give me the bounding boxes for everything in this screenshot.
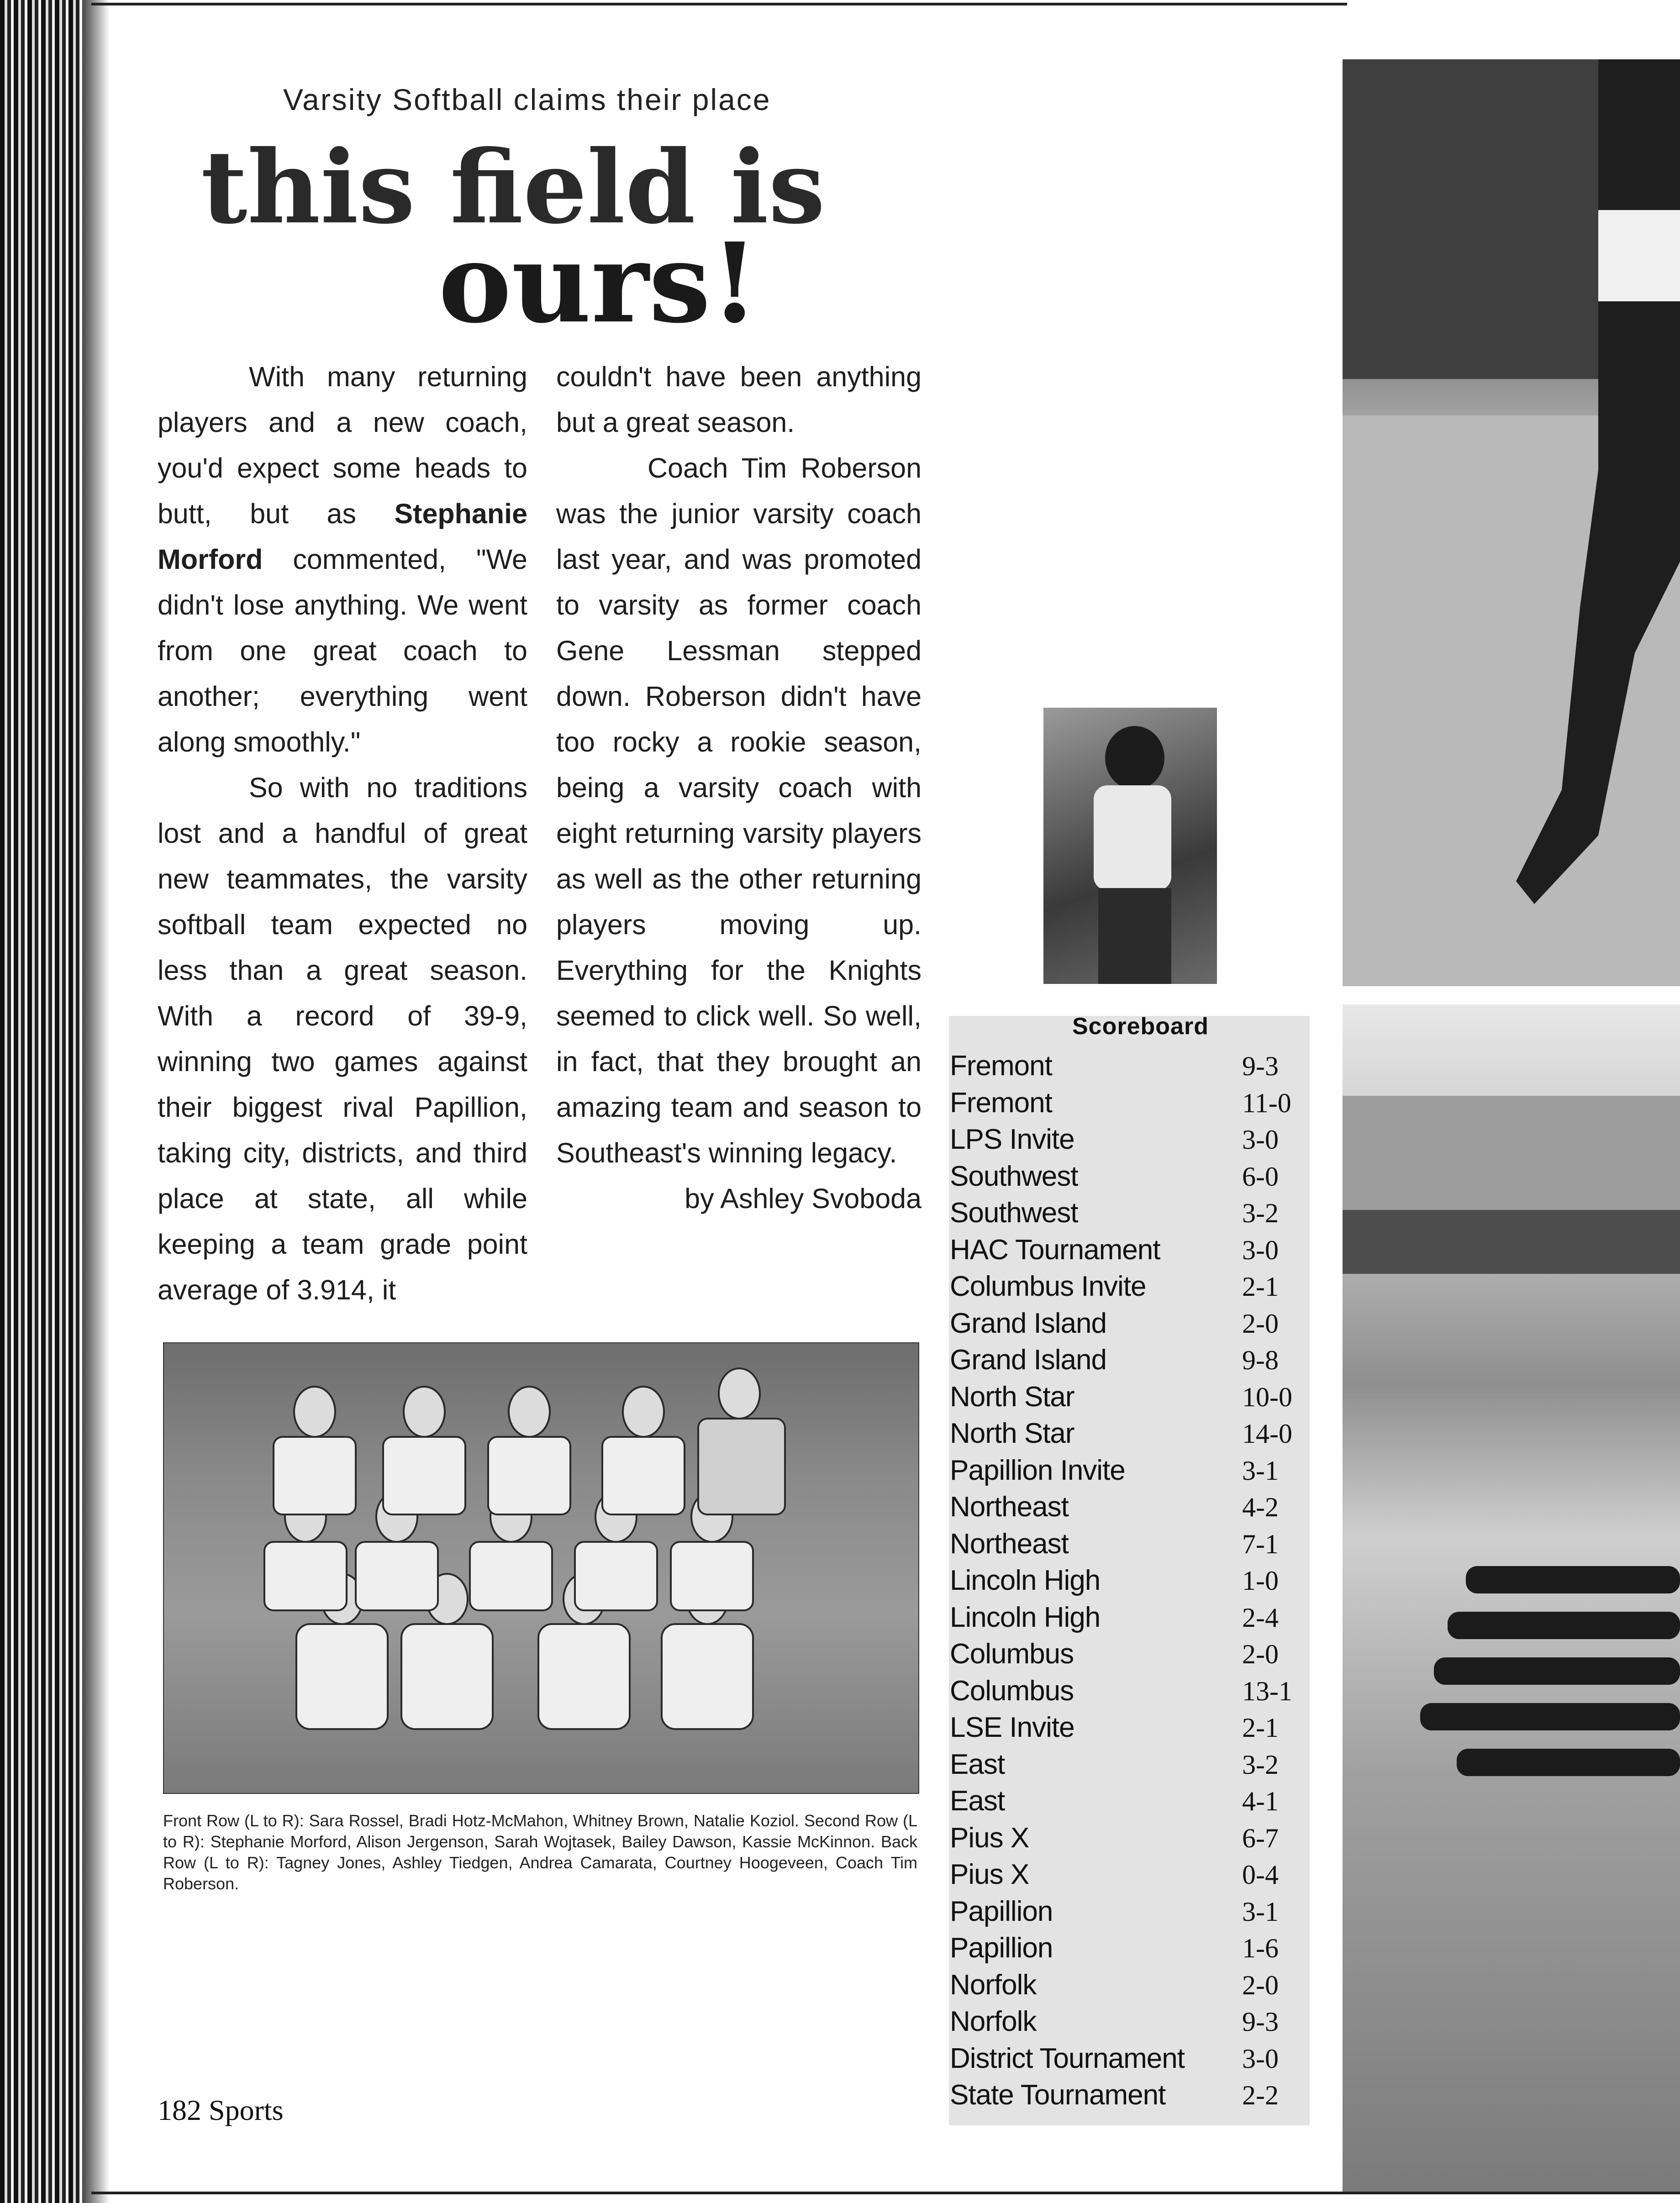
scoreboard-opponent: Papillion (950, 1932, 1053, 1964)
scoreboard-opponent: East (950, 1785, 1005, 1817)
scoreboard-score: 6-7 (1242, 1823, 1279, 1853)
article-paragraph: So with no traditions lost and a handful of great new teammates, the varsity softball team expected no less than a great season. With a record of 39-9, winning two games against their biggest rival Papillion, taking city, districts, and third place at state, all while keeping a team grade point average of 3.914, it (158, 772, 527, 1305)
players-stretching-photo (1343, 1004, 1680, 2192)
page-folio: 182 Sports (158, 2094, 284, 2126)
scoreboard-score: 0-4 (1242, 1860, 1279, 1890)
scoreboard-score: 3-0 (1242, 1125, 1279, 1155)
scoreboard-opponent: Lincoln High (950, 1565, 1101, 1596)
scoreboard-row (950, 1856, 1306, 1893)
article-column-2 (556, 354, 922, 1221)
scoreboard-opponent: Norfolk (950, 2006, 1037, 2037)
scoreboard-opponent: Pius X (950, 1859, 1029, 1890)
scoreboard-score: 9-8 (1242, 1345, 1279, 1375)
article-paragraph (158, 354, 527, 765)
scoreboard-row (950, 1636, 1306, 1672)
scoreboard-opponent: Grand Island (950, 1307, 1106, 1339)
scoreboard-row (950, 2077, 1306, 2114)
page-bottom-edge (91, 2192, 1680, 2194)
scoreboard-opponent: Papillion Invite (950, 1454, 1125, 1486)
article-text: commented, "We didn't lose anything. We went from one great coach to another; everything went along smoothly." (158, 544, 527, 757)
scoreboard-row (950, 1746, 1306, 1783)
scoreboard-opponent: Northeast (950, 1491, 1069, 1523)
scoreboard-opponent: HAC Tournament (950, 1234, 1160, 1266)
scoreboard-score: 1-6 (1242, 1933, 1279, 1963)
scoreboard-score: 2-0 (1242, 1308, 1279, 1339)
scoreboard-row (950, 2040, 1306, 2077)
page-top-edge (91, 3, 1347, 5)
scoreboard-score: 2-0 (1242, 1639, 1279, 1669)
scoreboard-score: 2-0 (1242, 1970, 1279, 2000)
scoreboard-row (950, 1379, 1306, 1415)
scoreboard-score: 1-0 (1242, 1566, 1279, 1596)
scoreboard-row (950, 1930, 1306, 1966)
scoreboard-score: 4-2 (1242, 1492, 1279, 1522)
scoreboard-title: Scoreboard (1072, 1013, 1209, 1040)
quoted-name: Stephanie Morford (158, 498, 527, 575)
scoreboard-score: 14-0 (1242, 1419, 1292, 1449)
scoreboard-score: 3-1 (1242, 1455, 1279, 1486)
scoreboard-opponent: North Star (950, 1381, 1074, 1413)
scoreboard-score: 13-1 (1242, 1676, 1292, 1706)
scoreboard-opponent: District Tournament (950, 2042, 1185, 2074)
scoreboard-score: 3-1 (1242, 1896, 1279, 1927)
scoreboard-opponent: Columbus Invite (950, 1271, 1146, 1302)
scoreboard-opponent: Southwest (950, 1197, 1078, 1229)
article-column-1 (158, 354, 527, 1313)
scoreboard-opponent: Fremont (950, 1050, 1052, 1082)
scoreboard-row (950, 2003, 1306, 2040)
scoreboard-row (950, 1415, 1306, 1452)
scoreboard-score: 3-2 (1242, 1749, 1279, 1780)
team-photo (163, 1342, 919, 1794)
scoreboard-row (950, 1085, 1306, 1121)
scoreboard-opponent: Fremont (950, 1087, 1052, 1119)
scoreboard-opponent: Southwest (950, 1160, 1078, 1192)
article-text: With many returning players and a new coach, you'd expect some heads to butt, but as (158, 361, 527, 529)
scoreboard-score: 2-1 (1242, 1713, 1279, 1743)
scoreboard-score: 3-2 (1242, 1198, 1279, 1228)
scoreboard-row (950, 1967, 1306, 2003)
scoreboard-score: 3-0 (1242, 1235, 1279, 1265)
photo-caption: Front Row (L to R): Sara Rossel, Bradi Hotz-McMahon, Whitney Brown, Natalie Koziol. Second Row (L to R): Stephanie Morford, Alison Jergenson, Sarah Wojtasek, Bailey Dawson, Kassie McKinnon. Back Row (L to R): Tagney Jones, Ashley Tiedgen, Andrea Camarata, Courtney Hoogeveen, Coach Tim Roberson. (163, 1811, 917, 1893)
scoreboard-score: 10-0 (1242, 1382, 1292, 1412)
scoreboard-opponent: Grand Island (950, 1344, 1106, 1376)
scoreboard-score: 9-3 (1242, 1051, 1279, 1081)
scoreboard-row (950, 1526, 1306, 1562)
scoreboard-opponent: Northeast (950, 1528, 1069, 1560)
article-paragraph: couldn't have been anything but a great season. (556, 361, 922, 438)
scoreboard-score: 2-2 (1242, 2080, 1279, 2110)
scoreboard-score: 4-1 (1242, 1786, 1279, 1816)
scoreboard-row (950, 1673, 1306, 1709)
article-paragraph: Coach Tim Roberson was the junior varsity coach last year, and was promoted to varsity as former coach Gene Lessman stepped down. Roberson didn't have too rocky a rookie season, being a varsity coach with eight returning varsity players as well as the other returning players moving up. Everything for the Knights seemed to click well. So well, in fact, that they brought an amazing team and season to Southeast's winning legacy. (556, 452, 922, 1168)
team-photo-figures (164, 1343, 918, 1793)
scoreboard-row (950, 1820, 1306, 1856)
scoreboard-opponent: State Tournament (950, 2079, 1166, 2111)
book-spine-edge (0, 0, 91, 2203)
scoreboard-row (950, 1562, 1306, 1599)
scoreboard-opponent: LPS Invite (950, 1124, 1074, 1155)
scoreboard-row (950, 1783, 1306, 1819)
pitcher-photo-shapes (1343, 59, 1680, 986)
byline: by Ashley Svoboda (685, 1183, 922, 1214)
scoreboard-row (950, 1232, 1306, 1268)
scoreboard-score: 11-0 (1242, 1088, 1291, 1118)
scoreboard-score: 9-3 (1242, 2007, 1279, 2037)
scoreboard-opponent: LSE Invite (950, 1712, 1074, 1743)
scoreboard-row (950, 1452, 1306, 1489)
scoreboard-score: 2-4 (1242, 1602, 1279, 1633)
scoreboard-row (950, 1599, 1306, 1636)
scoreboard-opponent: Norfolk (950, 1969, 1037, 2001)
scoreboard-opponent: Pius X (950, 1822, 1029, 1854)
batter-photo (1043, 708, 1217, 984)
scoreboard-score: 3-0 (1242, 2043, 1279, 2074)
gutter-shadow (82, 0, 110, 2203)
scoreboard-opponent: East (950, 1748, 1005, 1780)
scoreboard-score: 2-1 (1242, 1272, 1279, 1302)
headline-line-2: ours! (438, 219, 759, 347)
players-stretching-photo-shapes (1343, 1004, 1680, 2192)
scoreboard-opponent: Columbus (950, 1638, 1074, 1670)
scoreboard-row (950, 1048, 1306, 1084)
scoreboard-row (950, 1342, 1306, 1378)
headline-line-1: this field is (201, 128, 825, 246)
pitcher-photo (1343, 59, 1680, 986)
scoreboard-opponent: Columbus (950, 1675, 1074, 1707)
scoreboard-opponent: Lincoln High (950, 1601, 1101, 1633)
scoreboard-row (950, 1268, 1306, 1305)
kicker: Varsity Softball claims their place (283, 83, 771, 116)
scoreboard-row (950, 1195, 1306, 1231)
batter-photo-shapes (1043, 708, 1217, 984)
scoreboard-row (950, 1893, 1306, 1930)
scoreboard-row (950, 1158, 1306, 1195)
scoreboard-opponent: North Star (950, 1418, 1074, 1449)
scoreboard-score: 6-0 (1242, 1161, 1279, 1192)
scoreboard-score: 7-1 (1242, 1529, 1279, 1559)
scoreboard-row (950, 1489, 1306, 1525)
scoreboard-row (950, 1305, 1306, 1342)
scoreboard-row (950, 1121, 1306, 1158)
scoreboard-opponent: Papillion (950, 1895, 1053, 1927)
scoreboard-row (950, 1709, 1306, 1746)
